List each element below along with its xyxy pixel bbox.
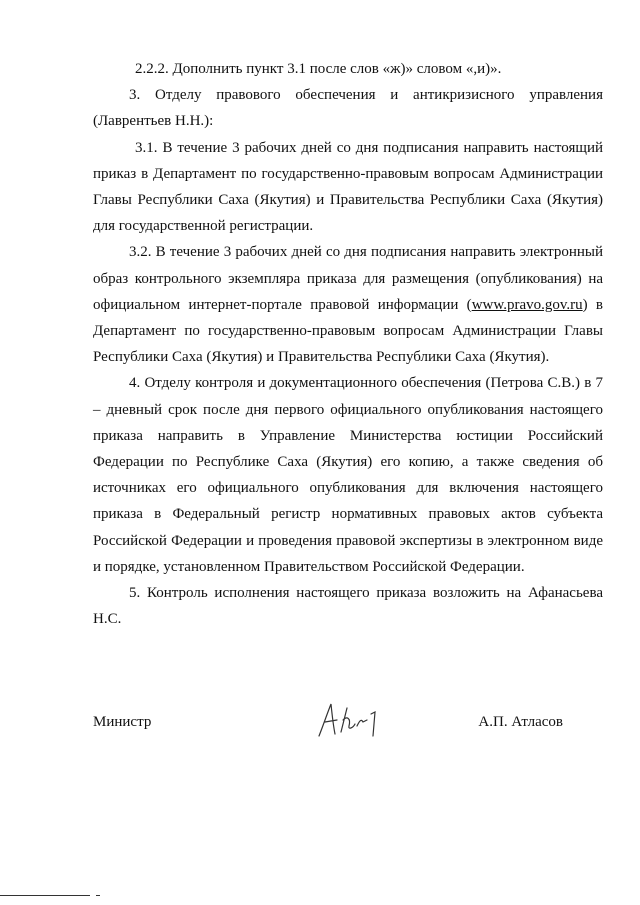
paragraph-5: 5. Контроль исполнения настоящего приказа возложить на Афанасьева Н.С. [93, 585, 603, 628]
paragraph-3-2-text-start: 3.2. В течение 3 рабочих дней со дня подписания направить электронный образ контрольного экземпляра приказа для размещения (опубликования) на официальном интернет-портале правовой информации ( [93, 244, 603, 313]
signer-name: А.П. Атласов [478, 714, 563, 730]
document-body [93, 56, 603, 632]
footer-rule [0, 895, 90, 896]
signer-title: Министр [93, 714, 152, 730]
paragraph-3-1: 3.1. В течение 3 рабочих дней со дня подписания направить настоящий приказ в Департамент по государственно-правовым вопросам Администрации Главы Республики Саха (Якутия) и Правительства Республики Саха (Якутия) для государственной регистрации. [93, 139, 603, 235]
paragraph-4: 4. Отделу контроля и документационного обеспечения (Петрова С.В.) в 7 – дневный срок после дня первого официального опубликования настоящего приказа направить в Управление Министерства юстиции Российский Федерации по Республике Саха (Якутия) его копию, а также сведения об источниках его официального опубликования для включения настоящего приказа в Федеральный регистр нормативных правовых актов субъекта Российской Федерации и проведения правовой экспертизы в электронном виде и порядке, установленном Правительством Российской Федерации. [93, 375, 603, 575]
pravo-gov-link[interactable]: www.pravo.gov.ru [471, 296, 583, 313]
handwritten-signature [313, 696, 393, 746]
footer-rule-mark [96, 895, 100, 896]
paragraph-3: 3. Отделу правового обеспечения и антикризисного управления (Лаврентьев Н.Н.): [93, 87, 603, 130]
paragraph-3-2-text-end: ) в Департамент по государственно-правовым вопросам Администрации Главы Республики Саха (Якутия) и Правительства Республики Саха (Якутия). [93, 296, 604, 366]
paragraph-2-2-2: 2.2.2. Дополнить пункт 3.1 после слов «ж)» словом «,и)». [135, 61, 502, 77]
signature-block [93, 708, 603, 748]
paragraph-3-2 [93, 239, 603, 370]
